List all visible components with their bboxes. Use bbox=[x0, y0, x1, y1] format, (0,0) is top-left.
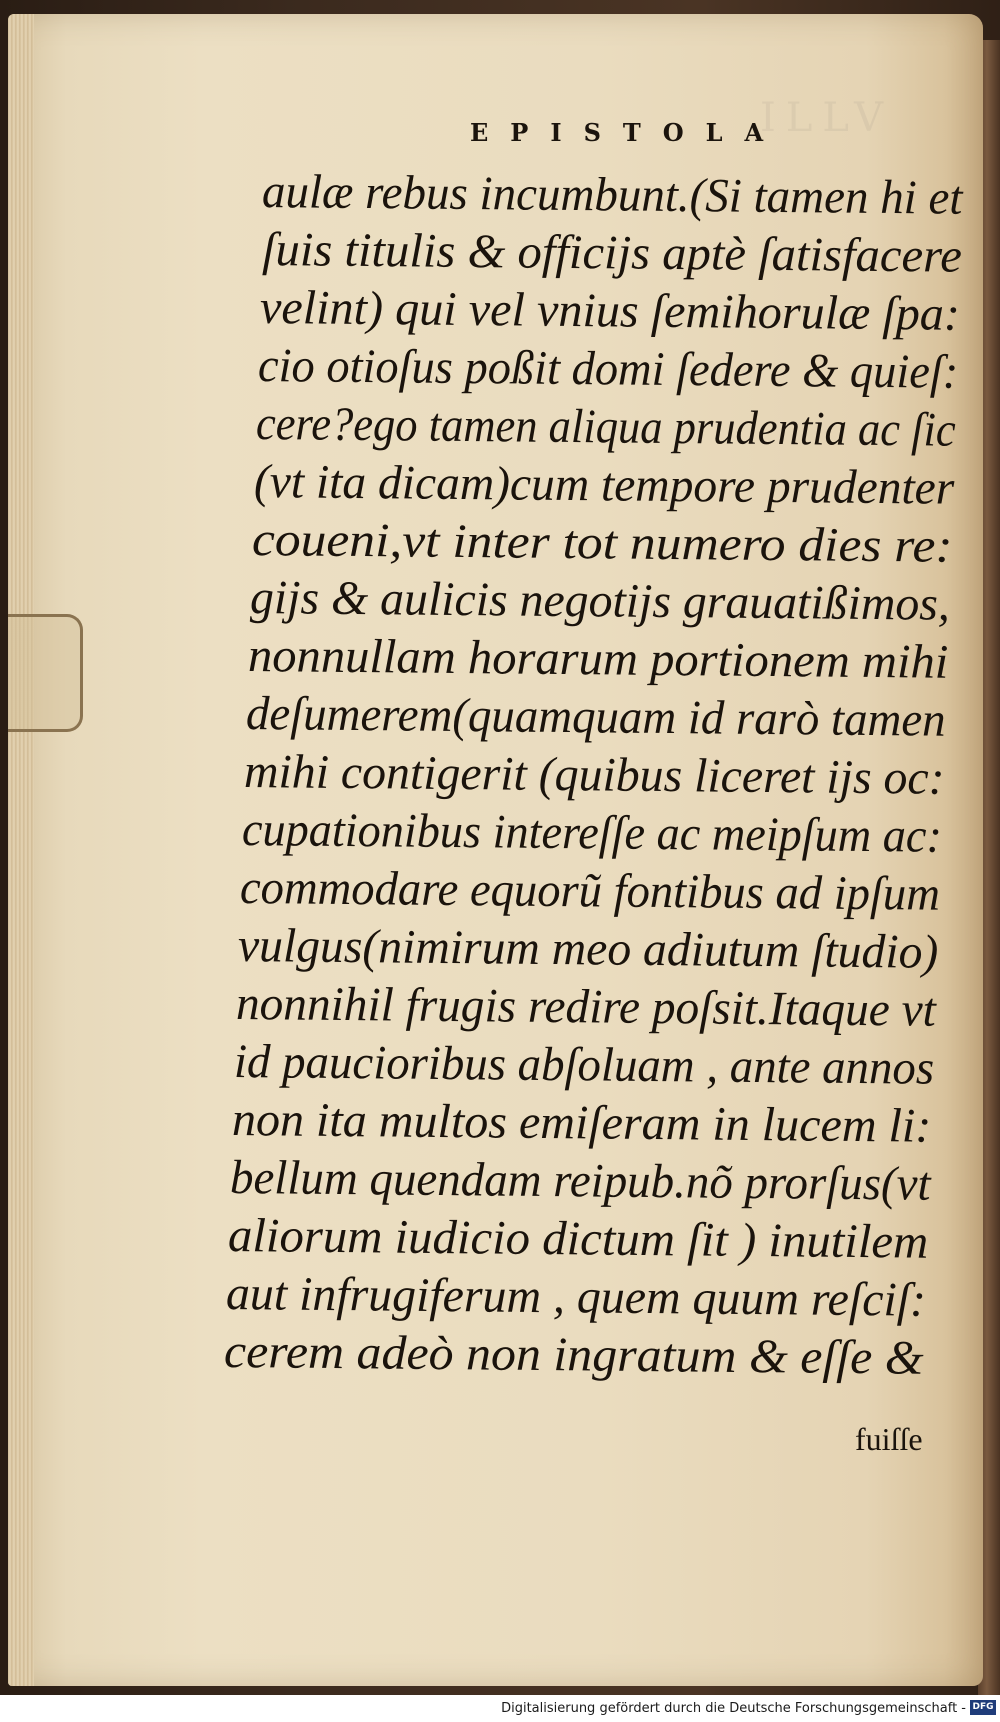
text-line: vulgus(nimirum meo adiutum ſtudio) bbox=[237, 919, 939, 979]
text-line: bellum quendam reipub.nõ prorſus(vt bbox=[229, 1151, 931, 1211]
text-line: id paucioribus abſoluam , ante annos bbox=[233, 1035, 935, 1095]
text-line: ſuis titulis & officijs aptè ſatisfacere bbox=[261, 223, 963, 283]
text-line: (vt ita dicam)cum tempore prudenter bbox=[253, 455, 955, 515]
bleed-through-text: ILLV bbox=[760, 95, 894, 141]
text-line: velint) qui vel vnius ſemihorulæ ſpa: bbox=[259, 281, 961, 341]
text-line: coueni,vt inter tot numero dies re: bbox=[251, 513, 953, 573]
text-line: non ita multos emiſeram in lucem li: bbox=[231, 1093, 932, 1153]
digitization-footer bbox=[0, 1695, 1000, 1722]
running-head: EPISTOLA bbox=[470, 118, 786, 147]
text-line: mihi contigerit (quibus liceret ijs oc: bbox=[243, 745, 945, 805]
text-line: aliorum iudicio dictum ſit ) inutilem bbox=[227, 1209, 929, 1269]
text-line: nonnullam horarum portionem mihi bbox=[247, 629, 949, 689]
dfg-logo: DFG bbox=[970, 1700, 996, 1715]
text-line: gijs & aulicis negotijs grauatißimos, bbox=[249, 571, 951, 631]
text-line: cere?ego tamen aliqua prudentia ac ſic bbox=[255, 397, 956, 457]
catchword: fuiſſe bbox=[855, 1421, 923, 1457]
text-line: cerem adeò non ingratum & eſſe & bbox=[223, 1325, 924, 1385]
text-line: commodare equorũ fontibus ad ipſum bbox=[239, 861, 941, 921]
text-line: cupationibus intereſſe ac meipſum ac: bbox=[241, 803, 943, 863]
text-line: deſumerem(quamquam id rarò tamen bbox=[245, 687, 946, 747]
text-line: nonnihil frugis redire poſsit.Itaque vt bbox=[235, 977, 937, 1037]
text-line: cio otioſus poßit domi ſedere & quieſ: bbox=[257, 339, 959, 399]
text-line: aulæ rebus incumbunt.(Si tamen hi et bbox=[261, 165, 963, 225]
text-line: aut infrugiferum , quem quum reſciſ: bbox=[225, 1267, 927, 1327]
footer-credit: Digitalisierung gefördert durch die Deutsche Forschungsgemeinschaft - bbox=[501, 1701, 966, 1716]
